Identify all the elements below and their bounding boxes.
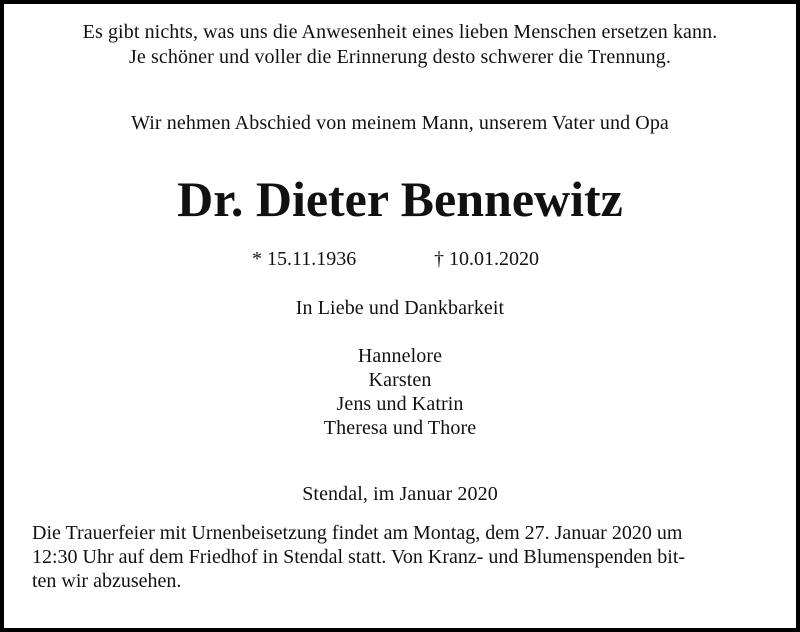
death-date: † 10.01.2020 [434,248,539,270]
birth-date: * 15.11.1936 [252,248,357,270]
deceased-name: Dr. Dieter Bennewitz [177,171,623,227]
mourner-2: Karsten [368,369,432,391]
mourner-3: Jens und Katrin [336,393,464,415]
ceremony-line-3: ten wir abzusehen. [32,570,182,592]
place-and-date: Stendal, im Januar 2020 [302,483,498,505]
mourner-4: Theresa und Thore [323,417,477,439]
mourner-1: Hannelore [357,345,443,367]
farewell-intro: Wir nehmen Abschied von meinem Mann, unserem Vater und Opa [131,112,669,134]
quote-line-2: Je schöner und voller die Erinnerung desto schwerer die Trennung. [129,46,671,68]
ceremony-info [32,521,792,593]
ceremony-line-2: 12:30 Uhr auf dem Friedhof in Stendal statt. Von Kranz- und Blumenspenden bit- [32,546,686,568]
dedication: In Liebe und Dankbarkeit [295,297,505,319]
quote-line-1: Es gibt nichts, was uns die Anwesenheit eines lieben Menschen ersetzen kann. [82,21,718,43]
ceremony-line-1: Die Trauerfeier mit Urnenbeisetzung findet am Montag, dem 27. Januar 2020 um [32,522,683,544]
